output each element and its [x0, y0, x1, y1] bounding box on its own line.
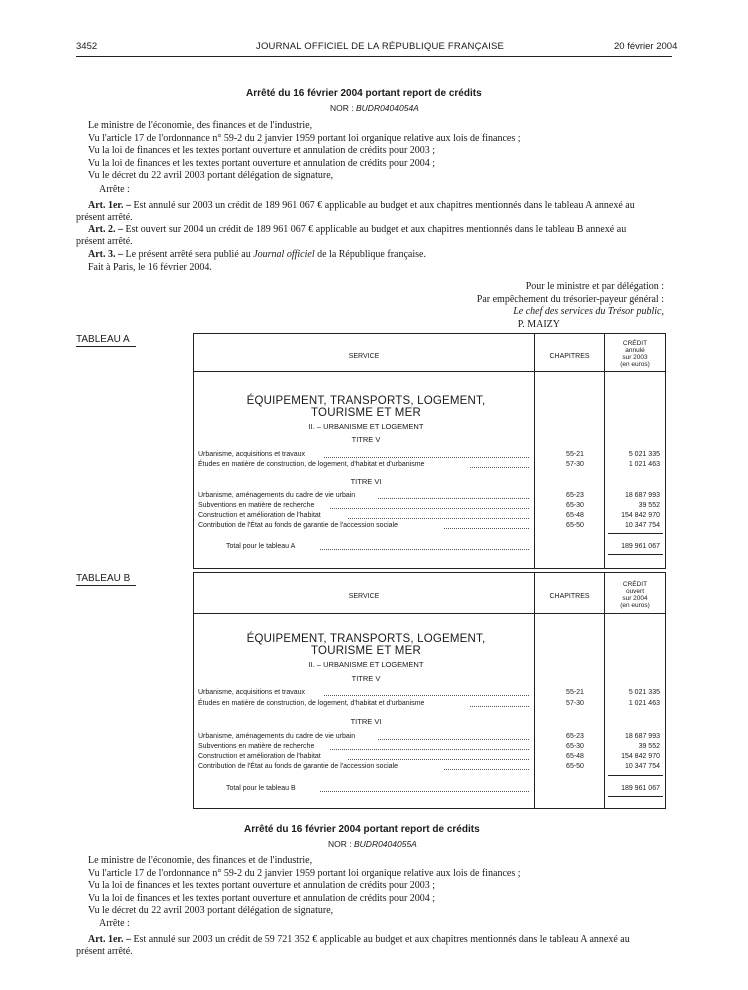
article-text: Est annulé sur 2003 un crédit de 59 721 352 € applicable au budget et aux chapitres mentionnés dans le tableau A annexé au — [133, 934, 630, 945]
nor-code: BUDR0404054A — [356, 103, 419, 113]
total-row: Total pour le tableau B 189 961 067 — [226, 785, 660, 792]
arrete1-art3 — [88, 249, 426, 262]
nor-label: NOR : — [330, 103, 354, 113]
arrete1-arrete: Arrête : — [99, 184, 130, 195]
table-row: Contribution de l'État au fonds de garantie de l'accession sociale 65-50 10 347 754 — [198, 763, 660, 770]
arrete2-nor — [328, 839, 417, 849]
visa-line: Vu l'article 17 de l'ordonnance n° 59-2 du 2 janvier 1959 portant loi organique relative aux lois de finances ; — [88, 132, 521, 144]
header-rule — [76, 56, 672, 57]
article-text: Est annulé sur 2003 un crédit de 189 961 067 € applicable au budget et aux chapitres mentionnés dans le tableau A annexé au — [133, 200, 635, 211]
article-label: Art. 2. – — [88, 224, 123, 235]
arrete1-fait: Fait à Paris, le 16 février 2004. — [88, 262, 212, 273]
arrete2-art1-cont: présent arrêté. — [76, 946, 133, 957]
table-row: Urbanisme, acquisitions et travaux 55-21 5 021 335 — [198, 689, 660, 696]
tableau-a-label: TABLEAU A — [76, 334, 136, 347]
page-number: 3452 — [76, 41, 98, 52]
article-label: Art. 1er. – — [88, 934, 131, 945]
article-text: Est ouvert sur 2004 un crédit de 189 961 067 € applicable au budget et aux chapitres mentionnés dans le tableau B annexé au — [125, 224, 627, 235]
visa-line: Vu le décret du 22 avril 2003 portant délégation de signature, — [88, 170, 334, 181]
section-title: II. – URBANISME ET LOGEMENT — [308, 422, 424, 431]
col-service: SERVICE — [348, 593, 380, 600]
arrete1-art2-cont: présent arrêté. — [76, 236, 133, 247]
arrete1-visas — [88, 120, 521, 183]
table-row: Urbanisme, aménagements du cadre de vie urbain 65-23 18 687 993 — [198, 492, 660, 499]
visa-line: Vu la loi de finances et les textes portant ouverture et annulation de crédits pour 2004 ; — [88, 157, 436, 169]
visa-line: Vu l'article 17 de l'ordonnance n° 59-2 du 2 janvier 1959 portant loi organique relative aux lois de finances ; — [88, 867, 521, 879]
table-row: Subventions en matière de recherche 65-30 39 552 — [198, 743, 660, 750]
article-text: Le présent arrêté sera publié au — [125, 249, 251, 260]
col-service: SERVICE — [348, 353, 380, 360]
titre-vi: TITRE VI — [350, 477, 382, 486]
visa-line: Vu la loi de finances et les textes portant ouverture et annulation de crédits pour 2004 ; — [88, 892, 436, 904]
table-row: Urbanisme, aménagements du cadre de vie urbain 65-23 18 687 993 — [198, 733, 660, 740]
arrete1-art1-cont: présent arrêté. — [76, 212, 133, 223]
arrete1-nor — [330, 103, 419, 113]
nor-code: BUDR0404055A — [354, 839, 417, 849]
table-row: Construction et amélioration de l'habitat 65-48 154 842 970 — [198, 753, 660, 760]
arrete2-arrete: Arrête : — [99, 918, 130, 929]
titre-v: TITRE V — [351, 674, 381, 683]
table-row: Construction et amélioration de l'habitat 65-48 154 842 970 — [198, 512, 660, 519]
signature-line: Le chef des services du Trésor public, — [513, 306, 664, 317]
tableau-b — [193, 572, 666, 809]
col-chapitres: CHAPITRES — [549, 593, 590, 600]
signatory-name: P. MAIZY — [517, 318, 560, 330]
signature-block — [477, 281, 664, 331]
table-row: Études en matière de construction, de logement, d'habitat et d'urbanisme 57-30 1 021 463 — [198, 461, 660, 468]
titre-vi: TITRE VI — [350, 717, 382, 726]
article-label: Art. 3. – — [88, 249, 123, 260]
table-row: Études en matière de construction, de logement, d'habitat et d'urbanisme 57-30 1 021 463 — [198, 700, 660, 707]
visa-line: Le ministre de l'économie, des finances et de l'industrie, — [88, 120, 313, 131]
ministry-title: ÉQUIPEMENT, TRANSPORTS, LOGEMENT, TOURISME ET MER — [246, 395, 486, 419]
col-credit: CRÉDIT annulé sur 2003 (en euros) — [620, 340, 650, 368]
arrete1-art2 — [88, 224, 626, 237]
arrete1-title: Arrêté du 16 février 2004 portant report de crédits — [246, 88, 482, 99]
tableau-a — [193, 333, 666, 569]
table-row: Contribution de l'État au fonds de garantie de l'accession sociale 65-50 10 347 754 — [198, 522, 660, 529]
arrete2-title: Arrêté du 16 février 2004 portant report de crédits — [244, 824, 480, 835]
arrete2-visas — [88, 855, 521, 918]
visa-line: Le ministre de l'économie, des finances et de l'industrie, — [88, 855, 313, 866]
tableau-b-label: TABLEAU B — [76, 573, 136, 586]
article-text: de la République française. — [317, 249, 426, 260]
col-chapitres: CHAPITRES — [549, 353, 590, 360]
visa-line: Vu le décret du 22 avril 2003 portant délégation de signature, — [88, 905, 334, 916]
total-row: Total pour le tableau A 189 961 067 — [226, 543, 660, 550]
signature-line: Par empêchement du trésorier-payeur général : — [476, 293, 664, 305]
journal-title: JOURNAL OFFICIEL DE LA RÉPUBLIQUE FRANÇAISE — [256, 41, 505, 52]
header-date: 20 février 2004 — [614, 41, 678, 52]
visa-line: Vu la loi de finances et les textes portant ouverture et annulation de crédits pour 2003 ; — [88, 145, 436, 156]
article-label: Art. 1er. – — [88, 200, 131, 211]
table-row: Urbanisme, acquisitions et travaux 55-21 5 021 335 — [198, 451, 660, 458]
ministry-title: ÉQUIPEMENT, TRANSPORTS, LOGEMENT, TOURISME ET MER — [246, 633, 486, 657]
arrete1-art1 — [88, 200, 635, 213]
nor-label: NOR : — [328, 839, 352, 849]
arrete2-art1 — [88, 934, 630, 947]
signature-line: Pour le ministre et par délégation : — [525, 281, 664, 292]
article-text-italic: Journal officiel — [253, 249, 315, 260]
table-row: Subventions en matière de recherche 65-30 39 552 — [198, 502, 660, 509]
visa-line: Vu la loi de finances et les textes portant ouverture et annulation de crédits pour 2003 ; — [88, 880, 436, 891]
section-title: II. – URBANISME ET LOGEMENT — [308, 660, 424, 669]
titre-v: TITRE V — [351, 435, 381, 444]
col-credit: CRÉDIT ouvert sur 2004 (en euros) — [620, 581, 650, 609]
